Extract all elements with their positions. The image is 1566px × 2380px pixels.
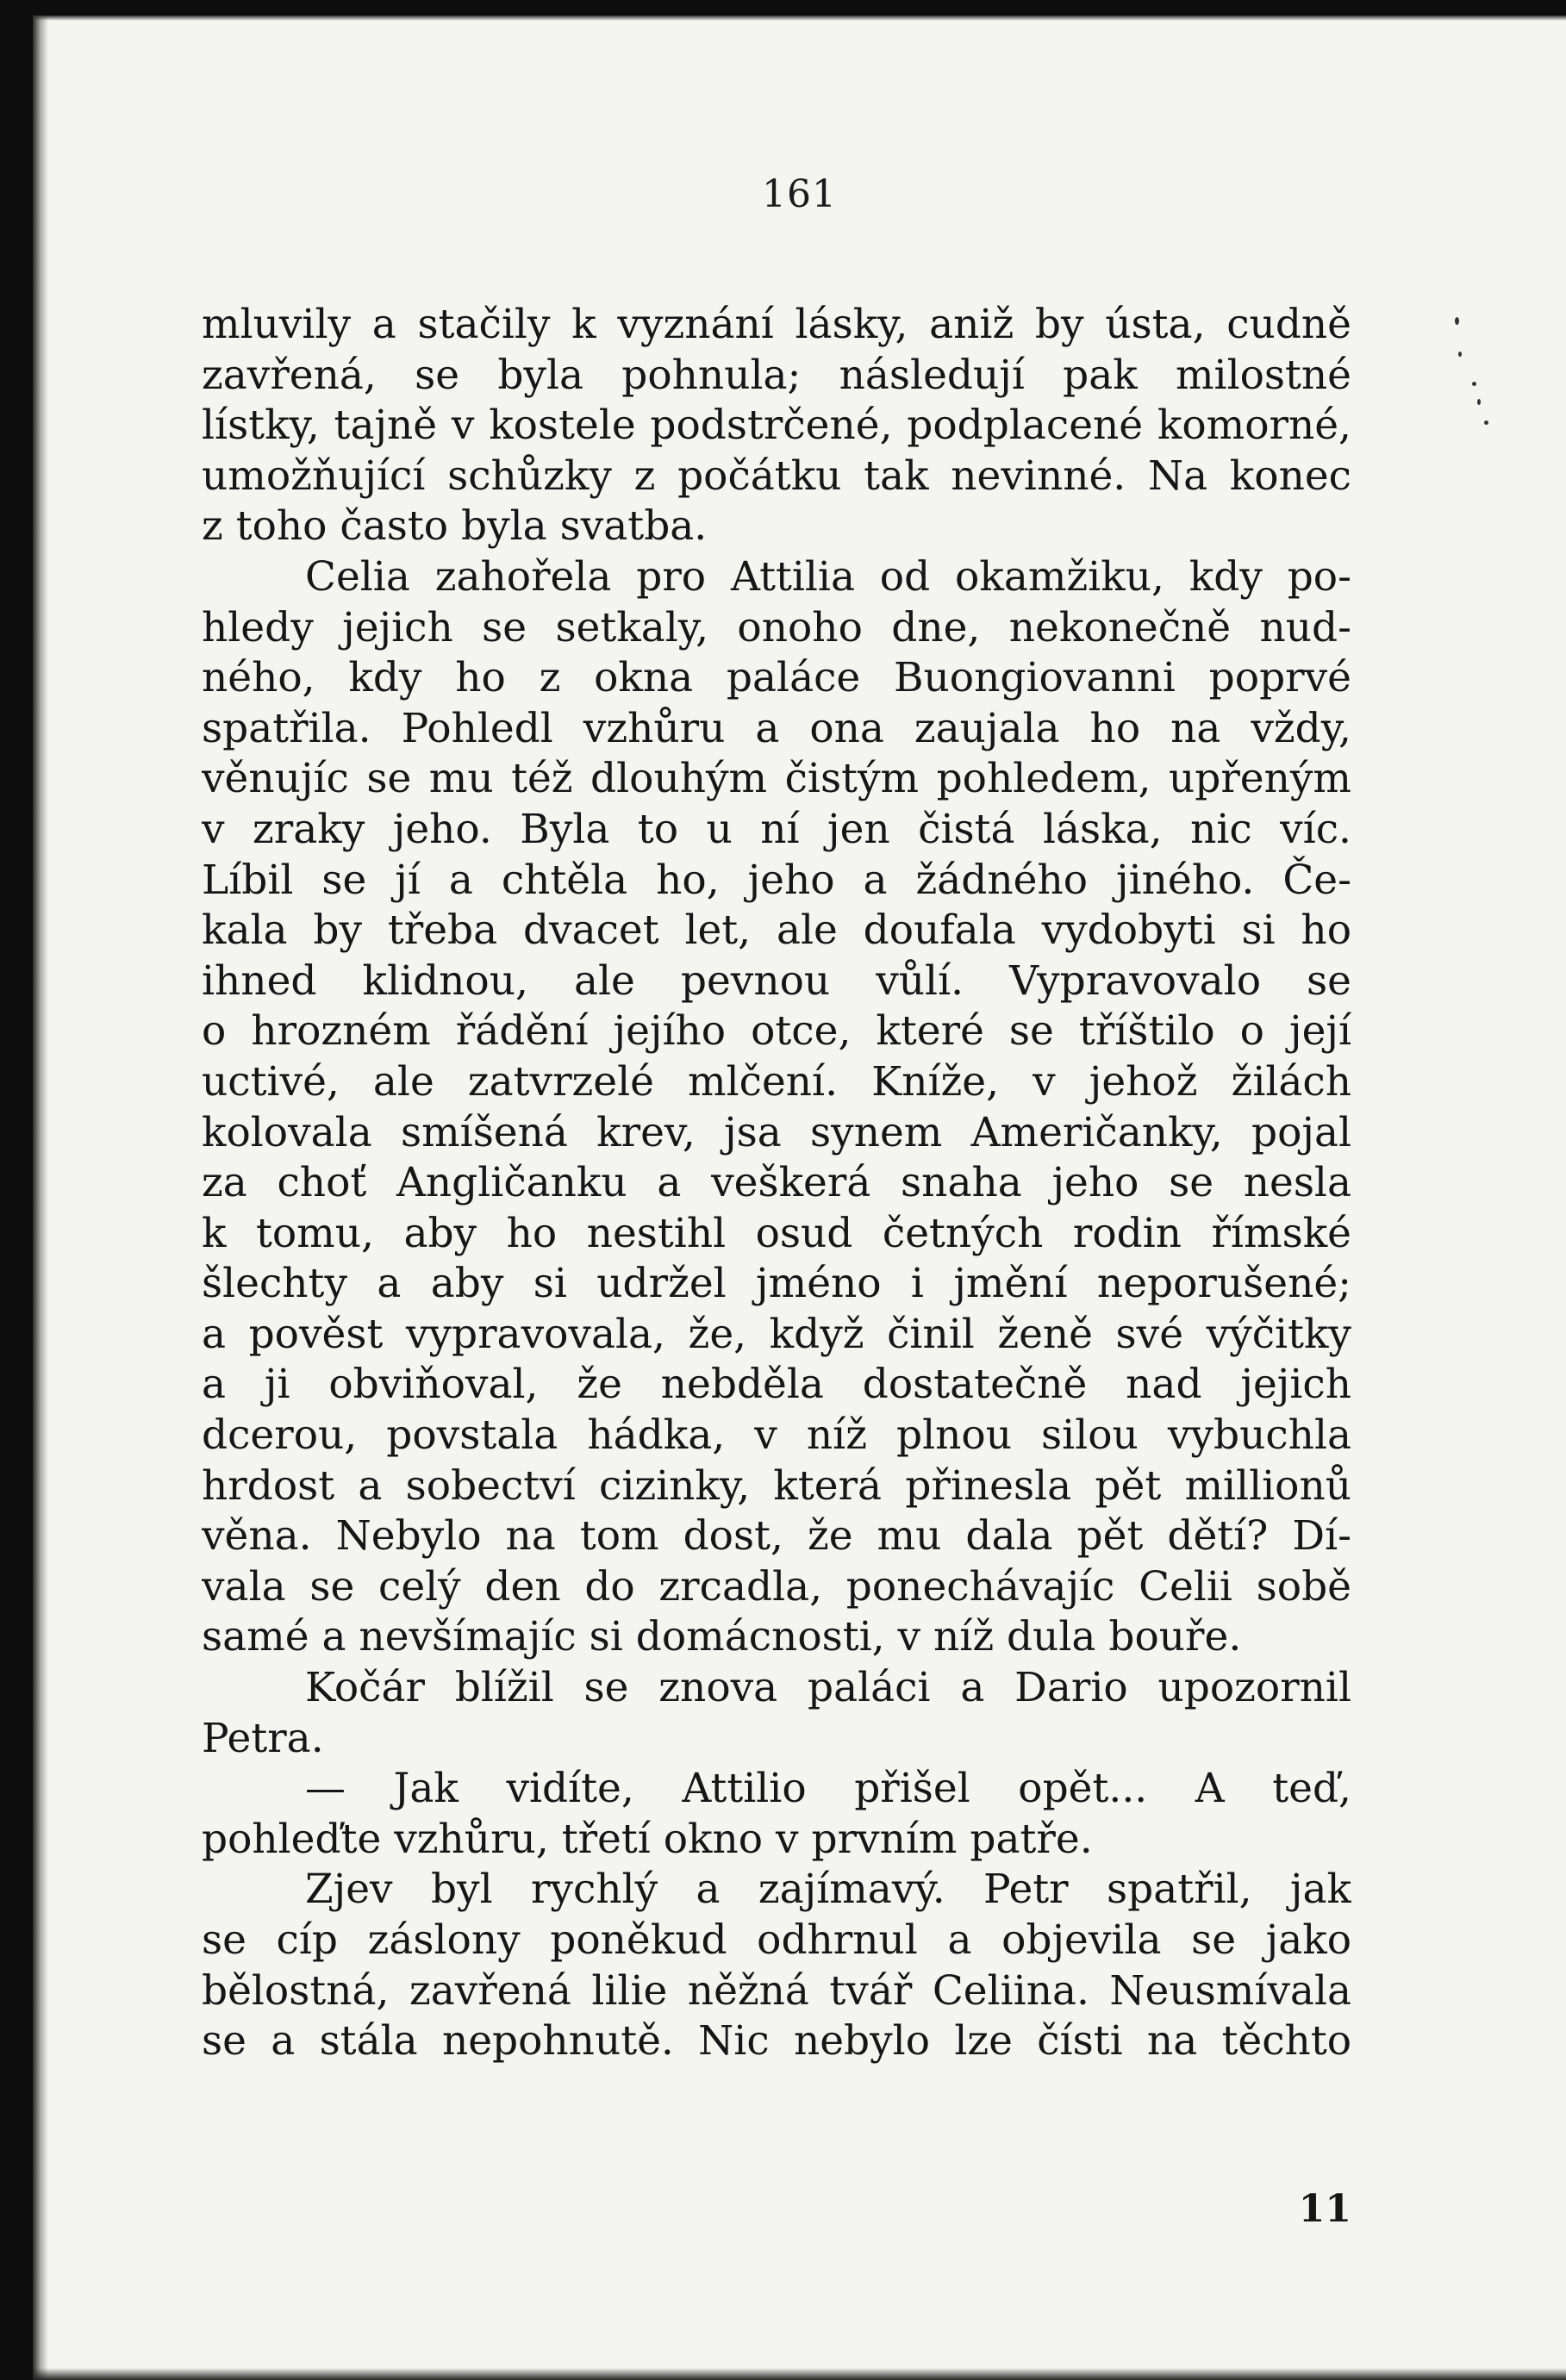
text-line: věna. Nebylo na tom dost, že mu dala pět dětí? Dí-: [202, 1512, 1351, 1561]
text-line: dcerou, povstala hádka, v níž plnou silou vybuchla: [202, 1411, 1351, 1460]
text-line: Petra.: [202, 1714, 324, 1762]
text-line: Líbil se jí a chtěla ho, jeho a žádného jiného. Če-: [202, 856, 1351, 904]
text-line: kala by třeba dvacet let, ale doufala vydobyti si ho: [202, 907, 1351, 955]
margin-speck: [1472, 382, 1476, 386]
text-line: lístky, tajně v kostele podstrčené, podplacené komorné,: [202, 402, 1351, 450]
text-line: k tomu, aby ho nestihl osud četných rodin římské: [202, 1209, 1351, 1257]
text-line: mluvily a stačily k vyznání lásky, aniž by ústa, cudně: [202, 301, 1351, 348]
text-line: a ji obviňoval, že nebděla dostatečně nad jejich: [202, 1361, 1351, 1409]
text-line: vala se celý den do zrcadla, ponechávajíc Celii sobě: [202, 1562, 1351, 1611]
text-line: o hrozném řádění jejího otce, které se tříštilo o její: [202, 1007, 1351, 1056]
top-edge-shadow: [33, 16, 1566, 21]
text-line: samé a nevšímajíc si domácnosti, v níž dula bouře.: [202, 1613, 1242, 1661]
text-line: Kočár blížil se znova paláci a Dario upozornil: [305, 1664, 1351, 1712]
text-line: hledy jejich se setkaly, onoho dne, nekonečně nud-: [202, 603, 1351, 651]
text-line: — Jak vidíte, Attilio přišel opět... A teď,: [305, 1765, 1351, 1813]
book-page: [33, 16, 1566, 2380]
text-line: se a stála nepohnutě. Nic nebylo lze čísti na těchto: [202, 2017, 1351, 2065]
text-line: umožňující schůzky z počátku tak nevinné. Na konec: [202, 452, 1351, 500]
text-line: z toho často byla svatba.: [202, 502, 708, 551]
text-line: věnujíc se mu též dlouhým čistým pohledem, upřeným: [202, 755, 1351, 803]
page-number: 161: [762, 172, 837, 216]
text-line: ného, kdy ho z okna paláce Buongiovanni poprvé: [202, 654, 1351, 702]
text-line: a pověst vypravovala, že, když činil ženě své výčitky: [202, 1310, 1351, 1358]
margin-specks: [1446, 300, 1498, 472]
text-line: bělostná, zavřená lilie něžná tvář Celiina. Neusmívala: [202, 1966, 1351, 2015]
text-line: hrdost a sobectví cizinky, která přinesla pět millionů: [202, 1461, 1351, 1510]
text-line: Zjev byl rychlý a zajímavý. Petr spatřil, jak: [305, 1866, 1351, 1914]
signature-mark: 11: [1298, 2187, 1351, 2231]
text-line: Celia zahořela pro Attilia od okamžiku, kdy po-: [305, 552, 1351, 601]
text-line: uctivé, ale zatvrzelé mlčení. Kníže, v jehož žilách: [202, 1057, 1351, 1106]
text-line: spatřila. Pohledl vzhůru a ona zaujala ho na vždy,: [202, 704, 1351, 752]
text-line: pohleďte vzhůru, třetí okno v prvním patře.: [202, 1815, 1093, 1863]
bottom-edge-shadow: [33, 2368, 1566, 2380]
text-line: šlechty a aby si udržel jméno i jmění neporušené;: [202, 1260, 1351, 1308]
text-line: ihned klidnou, ale pevnou vůlí. Vypravovalo se: [202, 956, 1351, 1005]
binding-shadow: [33, 16, 48, 2380]
margin-speck: [1455, 317, 1459, 325]
margin-speck: [1458, 352, 1462, 357]
body-text: [202, 300, 1351, 2067]
text-line: se cíp záslony poněkud odhrnul a objevila se jako: [202, 1916, 1351, 1964]
text-line: kolovala smíšená krev, jsa synem Američanky, pojal: [202, 1108, 1351, 1156]
margin-speck: [1477, 399, 1481, 405]
text-line: v zraky jeho. Byla to u ní jen čistá láska, nic víc.: [202, 805, 1351, 853]
text-line: zavřená, se byla pohnula; následují pak milostné: [202, 351, 1351, 399]
margin-speck: [1484, 421, 1488, 425]
text-line: za choť Angličanku a veškerá snaha jeho se nesla: [202, 1159, 1351, 1207]
